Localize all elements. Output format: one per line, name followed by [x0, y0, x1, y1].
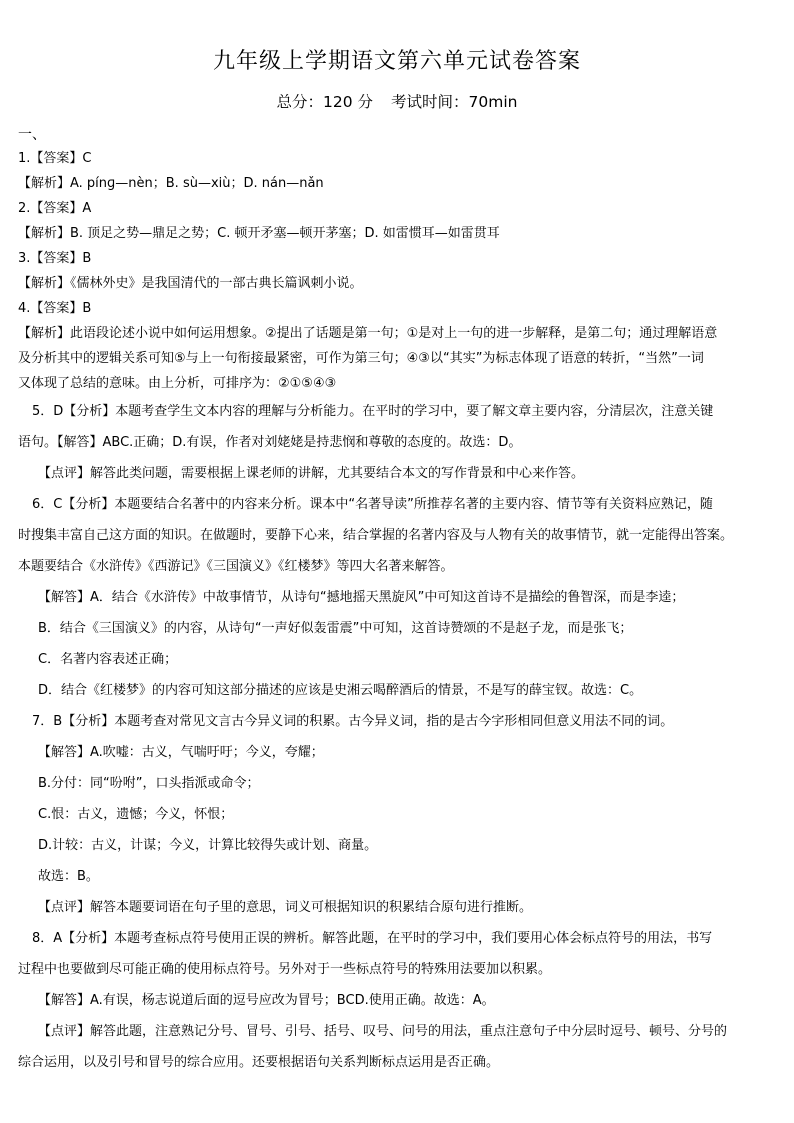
solution-line: B．结合《三国演义》的内容，从诗句“一声好似轰雷震”中可知，这首诗赞颂的不是赵子龙，而是张飞； — [38, 621, 633, 636]
exam-time: 考试时间：70min — [391, 93, 518, 111]
solution-line: D.计较：古义，计谋；今义，计算比较得失或计划、商量。 — [38, 838, 378, 853]
section-number: 一、 — [18, 127, 46, 143]
solution-line: 【解答】A．结合《水浒传》中故事情节，从诗句“撼地摇天黑旋风”中可知这首诗不是描绘的鲁智深，而是李逵； — [38, 590, 685, 605]
answer-line: 本题要结合《水浒传》《西游记》《三国演义》《红楼梦》等四大名著来解答。 — [18, 559, 454, 574]
total-score: 总分：120 分 — [276, 93, 374, 111]
answer-line: 1.【答案】C — [18, 151, 92, 166]
solution-line: 【解答】A.吹嘘：古义，气喘吁吁；今义，夸耀； — [38, 745, 324, 760]
answer-line: 3.【答案】B — [18, 251, 92, 266]
analysis-line: 【解析】《儒林外史》是我国清代的一部古典长篇讽刺小说。 — [18, 276, 363, 291]
answer-line: 8．A【分析】本题考查标点符号使用正误的辨析。解答此题，在平时的学习中，我们要用心体会标点符号的用法，书写 — [32, 931, 713, 946]
solution-line: B.分付：同“吩咐”，口头指派或命令； — [38, 776, 260, 791]
comment-line: 【点评】解答此类问题，需要根据上课老师的讲解，尤其要结合本文的写作背景和中心来作答。 — [38, 466, 585, 481]
answer-line: 6．C【分析】本题要结合名著中的内容来分析。课本中“名著导读”所推荐名著的主要内容、情节等有关资料应熟记，随 — [32, 497, 713, 512]
comment-line: 综合运用，以及引号和冒号的综合应用。还要根据语句关系判断标点运用是否正确。 — [18, 1055, 500, 1070]
answer-line: 2.【答案】A — [18, 201, 92, 216]
page-title: 九年级上学期语文第六单元试卷答案 — [212, 49, 581, 74]
answer-line: 5．D【分析】本题考查学生文本内容的理解与分析能力。在平时的学习中，要了解文章主要内容，分清层次，注意关键 — [32, 404, 714, 419]
comment-line: 【点评】解答本题要词语在句子里的意思，词义可根据知识的积累结合原句进行推断。 — [38, 900, 533, 915]
analysis-line: 【解析】B. 顶足之势—鼎足之势；C. 顿开矛塞—顿开茅塞；D. 如雷惯耳—如雷贯耳 — [18, 226, 500, 241]
solution-line: 故选：B。 — [38, 869, 99, 884]
answer-line: 7．B【分析】本题考查对常见文言古今异义词的积累。古今异义词，指的是古今字形相同但意义用法不同的词。 — [32, 714, 674, 729]
solution-line: D．结合《红楼梦》的内容可知这部分描述的应该是史湘云喝醉酒后的情景，不是写的薛宝钗。故选：C。 — [38, 683, 643, 698]
analysis-line: 及分析其中的逻辑关系可知⑤与上一句衔接最紧密，可作为第三句；④③以“其实”为标志体现了语意的转折，“当然”一词 — [18, 351, 704, 366]
solution-line: 【解答】A.有误，杨志说道后面的逗号应改为冒号；BCD.使用正确。故选：A。 — [38, 993, 495, 1008]
analysis-line: 【解析】A. pínɡ—nèn；B. sù—xiù；D. nán—nǎn — [18, 176, 324, 191]
answer-line: 过程中也要做到尽可能正确的使用标点符号。另外对于一些标点符号的特殊用法要加以积累。 — [18, 962, 552, 977]
answer-body — [18, 146, 778, 1078]
answer-line: 语句。【解答】ABC.正确；D.有误，作者对刘姥姥是持悲悯和尊敬的态度的。故选：D。 — [18, 435, 522, 450]
solution-line: C.恨：古义，遗憾；今义，怀恨； — [38, 807, 234, 822]
exam-meta — [0, 90, 794, 112]
answer-line: 时搜集丰富自己这方面的知识。在做题时，要静下心来，结合掌握的名著内容及与人物有关的故事情节，就一定能得出答案。 — [18, 528, 734, 543]
analysis-line: 【解析】此语段论述小说中如何运用想象。②提出了话题是第一句；①是对上一句的进一步解释，是第二句；通过理解语意 — [18, 326, 718, 341]
answer-line: 4.【答案】B — [18, 301, 92, 316]
analysis-line: 又体现了总结的意味。由上分析，可排序为：②①⑤④③ — [18, 376, 337, 391]
solution-line: C．名著内容表述正确； — [38, 652, 178, 667]
comment-line: 【点评】解答此题，注意熟记分号、冒号、引号、括号、叹号、问号的用法，重点注意句子中分层时逗号、顿号、分号的 — [38, 1024, 728, 1039]
